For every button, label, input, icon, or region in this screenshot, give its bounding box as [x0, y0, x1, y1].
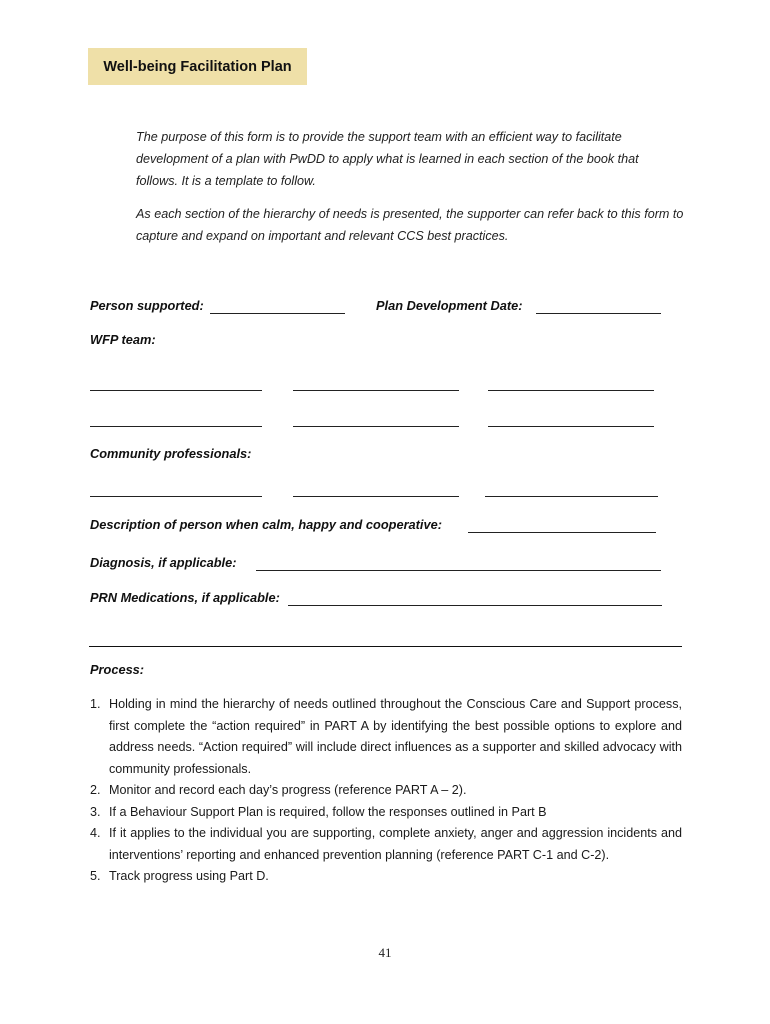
wfp-team-blank-3[interactable] [488, 390, 654, 391]
community-professionals-label: Community professionals: [90, 446, 252, 461]
prn-medications-label: PRN Medications, if applicable: [90, 590, 280, 605]
list-item [90, 823, 682, 866]
wfp-team-blank-4[interactable] [90, 426, 262, 427]
list-item-text: If a Behaviour Support Plan is required, follow the responses outlined in Part B [109, 804, 547, 819]
person-supported-label: Person supported: [90, 298, 204, 313]
diagnosis-label: Diagnosis, if applicable: [90, 555, 237, 570]
page-number: 41 [378, 945, 392, 960]
list-item-number: 3. [90, 804, 101, 819]
list-item [90, 866, 682, 888]
process-list [90, 694, 682, 888]
list-item-text: If it applies to the individual you are supporting, complete anxiety, anger and aggression incidents and interventions’ reporting and enhanced prevention planning (reference PART C-1 and C-2). [109, 826, 682, 862]
diagnosis-blank[interactable] [256, 570, 661, 571]
list-item-number: 4. [90, 826, 101, 840]
description-calm-label: Description of person when calm, happy and cooperative: [90, 517, 442, 532]
list-item-number: 5. [90, 869, 101, 883]
wfp-team-blank-6[interactable] [488, 426, 654, 427]
wfp-team-label: WFP team: [90, 332, 156, 347]
community-professionals-blank-1[interactable] [90, 496, 262, 497]
list-item-number: 1. [90, 697, 101, 711]
description-calm-blank[interactable] [468, 532, 656, 533]
person-supported-blank[interactable] [210, 313, 345, 314]
intro-paragraph-1: The purpose of this form is to provide the support team with an efficient way to facilitate development of a plan with PwDD to apply what is learned in each section of the book that follows. It is a template to follow. [136, 130, 639, 188]
plan-development-date-label: Plan Development Date: [376, 298, 523, 313]
list-item-text: Monitor and record each day’s progress (reference PART A – 2). [109, 783, 467, 797]
list-item-text: Track progress using Part D. [109, 869, 269, 883]
wfp-team-blank-2[interactable] [293, 390, 459, 391]
wfp-team-blank-1[interactable] [90, 390, 262, 391]
community-professionals-blank-2[interactable] [293, 496, 459, 497]
list-item [90, 780, 682, 802]
list-item-text: Holding in mind the hierarchy of needs outlined throughout the Conscious Care and Support process, first complete the “action required” in PART A by identifying the best possible options to explore and address needs. “Action required” will include direct influences as a supporter and skilled advocacy with community professionals. [109, 697, 682, 776]
prn-medications-blank[interactable] [288, 605, 662, 606]
list-item [90, 802, 682, 824]
process-heading: Process: [90, 662, 145, 677]
section-divider [89, 646, 682, 647]
wfp-team-blank-5[interactable] [293, 426, 459, 427]
list-item-number: 2. [90, 783, 101, 797]
community-professionals-blank-3[interactable] [485, 496, 658, 497]
list-item [90, 694, 682, 780]
plan-development-date-blank[interactable] [536, 313, 661, 314]
intro-paragraph-2: As each section of the hierarchy of needs is presented, the supporter can refer back to this form to capture and expand on important and relevant CCS best practices. [136, 207, 684, 243]
form-title: Well-being Facilitation Plan [88, 48, 307, 85]
